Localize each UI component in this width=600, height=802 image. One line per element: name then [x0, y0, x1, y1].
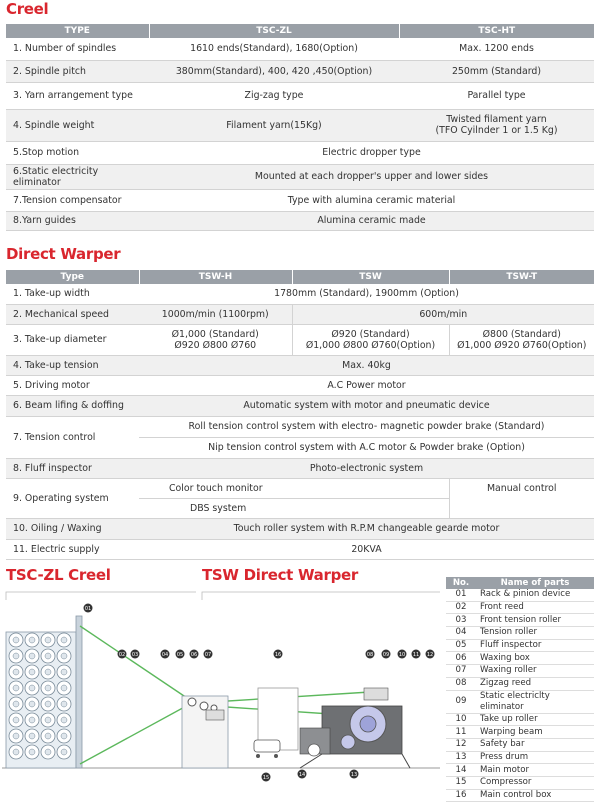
- parts-table: [446, 577, 594, 802]
- part-no: 04: [446, 627, 476, 640]
- part-name: Main motor: [476, 764, 594, 777]
- callout-label: 09: [382, 651, 390, 658]
- callout-label: 15: [262, 774, 270, 781]
- cell: Automatic system with motor and pneumatic device: [139, 395, 594, 416]
- callout-16: [274, 650, 283, 659]
- row-label: 1. Number of spindles: [6, 38, 149, 60]
- part-name: Front reed: [476, 601, 594, 614]
- parts-header-name: Name of parts: [476, 577, 594, 589]
- callout-label: 06: [190, 651, 198, 658]
- table-row: [6, 416, 594, 437]
- part-no: 13: [446, 751, 476, 764]
- callout-04: [161, 650, 170, 659]
- part-no: 05: [446, 639, 476, 652]
- parts-header-no: No.: [446, 577, 476, 589]
- part-name: Fluff inspector: [476, 639, 594, 652]
- row-label: 6.Static electricity eliminator: [6, 164, 149, 189]
- part-name: Waxing box: [476, 652, 594, 665]
- col-header-tsc-ht: TSC-HT: [399, 24, 594, 38]
- cell: 1000m/min (1100rpm): [139, 304, 292, 324]
- table-row: [6, 355, 594, 375]
- warper-machine: [300, 688, 410, 768]
- callout-label: 08: [366, 651, 374, 658]
- cell-line: Ø920 (Standard): [331, 328, 410, 340]
- warper-title: Direct Warper: [6, 245, 121, 263]
- cell: Manual control: [449, 478, 594, 518]
- callout-09: [382, 650, 391, 659]
- table-row: [6, 164, 594, 189]
- parts-row: [446, 652, 594, 665]
- row-label: 5. Driving motor: [6, 375, 139, 395]
- cell: Touch roller system with R.P.M changeable gearde motor: [139, 518, 594, 539]
- cell-line: Ø1,000 Ø920 Ø760(Option): [457, 339, 587, 351]
- part-name: Waxing roller: [476, 665, 594, 678]
- table-row: [6, 82, 594, 109]
- cell: Mounted at each dropper's upper and lower sides: [149, 164, 594, 189]
- part-name: Tension roller: [476, 627, 594, 640]
- row-label: 4. Take-up tension: [6, 355, 139, 375]
- cell: 600m/min: [292, 304, 594, 324]
- row-label: 7.Tension compensator: [6, 189, 149, 211]
- cell: Roll tension control system with electro- magnetic powder brake (Standard): [139, 416, 594, 437]
- table-row: [6, 395, 594, 416]
- part-no: 08: [446, 677, 476, 690]
- cell: Parallel type: [399, 82, 594, 109]
- callout-label: 10: [398, 651, 406, 658]
- cell: Zig-zag type: [149, 82, 399, 109]
- callout-07: [204, 650, 213, 659]
- diagram-title-creel: TSC-ZL Creel: [6, 566, 111, 584]
- parts-row: [446, 751, 594, 764]
- row-label: 1. Take-up width: [6, 284, 139, 304]
- cell: 1610 ends(Standard), 1680(Option): [149, 38, 399, 60]
- cell: A.C Power motor: [139, 375, 594, 395]
- creel-title: Creel: [6, 0, 49, 18]
- part-no: 10: [446, 713, 476, 726]
- cell: Type with alumina ceramic material: [149, 189, 594, 211]
- col-header-tsw-t: TSW-T: [449, 270, 594, 284]
- row-label: 2. Mechanical speed: [6, 304, 139, 324]
- cell: Max. 1200 ends: [399, 38, 594, 60]
- cell: Alumina ceramic made: [149, 211, 594, 230]
- cell: [292, 324, 449, 355]
- row-label: 4. Spindle weight: [6, 109, 149, 141]
- part-name: Front tension roller: [476, 614, 594, 627]
- table-row: [6, 458, 594, 478]
- cell: Photo-electronic system: [139, 458, 594, 478]
- parts-row: [446, 601, 594, 614]
- parts-row: [446, 589, 594, 601]
- cell: Max. 40kg: [139, 355, 594, 375]
- cell-line: Ø800 (Standard): [482, 328, 561, 340]
- row-label: 11. Electric supply: [6, 539, 139, 559]
- callout-label: 03: [131, 651, 139, 658]
- cell-line: Twisted filament yarn: [446, 114, 547, 125]
- table-row: [6, 189, 594, 211]
- parts-row: [446, 738, 594, 751]
- row-label: 3. Take-up diameter: [6, 324, 139, 355]
- part-no: 02: [446, 601, 476, 614]
- callout-06: [190, 650, 199, 659]
- part-no: 14: [446, 764, 476, 777]
- parts-row: [446, 764, 594, 777]
- row-label: 2. Spindle pitch: [6, 60, 149, 82]
- cell: DBS system: [139, 498, 449, 518]
- col-header-type: Type: [6, 270, 139, 284]
- callout-10: [398, 650, 407, 659]
- callout-13: [350, 770, 359, 779]
- cell: 20KVA: [139, 539, 594, 559]
- part-no: 09: [446, 690, 476, 713]
- part-name: Press drum: [476, 751, 594, 764]
- row-label: 6. Beam lifing & doffing: [6, 395, 139, 416]
- row-label: 10. Oiling / Waxing: [6, 518, 139, 539]
- cell-line: Ø920 Ø800 Ø760: [174, 339, 257, 351]
- callout-label: 16: [274, 651, 282, 658]
- callout-08: [366, 650, 375, 659]
- callout-11: [412, 650, 421, 659]
- part-name: Safety bar: [476, 738, 594, 751]
- parts-row: [446, 677, 594, 690]
- creel-rack: [6, 616, 82, 768]
- parts-row: [446, 726, 594, 739]
- cell-line: Ø1,000 Ø800 Ø760(Option): [305, 339, 436, 351]
- part-no: 12: [446, 738, 476, 751]
- part-name: Rack & pinion device: [476, 589, 594, 601]
- callout-label: 14: [298, 771, 306, 778]
- callout-label: 01: [84, 605, 92, 612]
- col-header-tsw: TSW: [292, 270, 449, 284]
- table-row: [6, 539, 594, 559]
- warper-spec-table: [6, 270, 594, 560]
- parts-row: [446, 776, 594, 789]
- cell: Filament yarn(15Kg): [149, 109, 399, 141]
- row-label: 3. Yarn arrangement type: [6, 82, 149, 109]
- part-no: 01: [446, 589, 476, 601]
- table-row: [6, 109, 594, 141]
- part-name: Main control box: [476, 789, 594, 802]
- row-label: 9. Operating system: [6, 478, 139, 518]
- row-label: 8. Fluff inspector: [6, 458, 139, 478]
- col-header-tsw-h: TSW-H: [139, 270, 292, 284]
- cell: Electric dropper type: [149, 141, 594, 164]
- table-row: [6, 38, 594, 60]
- parts-row: [446, 665, 594, 678]
- callout-label: 02: [118, 651, 126, 658]
- cell-line: (TFO Cyilnder 1 or 1.5 Kg): [435, 125, 558, 136]
- creel-spec-table: [6, 24, 594, 231]
- row-label: 7. Tension control: [6, 416, 139, 458]
- col-header-type: TYPE: [6, 24, 149, 38]
- parts-row: [446, 690, 594, 713]
- table-row: [6, 304, 594, 324]
- machine-diagram: [0, 588, 446, 789]
- callout-label: 07: [204, 651, 212, 658]
- callout-15: [262, 773, 271, 782]
- cell: 250mm (Standard): [399, 60, 594, 82]
- part-no: 06: [446, 652, 476, 665]
- parts-row: [446, 627, 594, 640]
- table-row: [6, 284, 594, 304]
- row-label: 8.Yarn guides: [6, 211, 149, 230]
- part-no: 07: [446, 665, 476, 678]
- row-label: 5.Stop motion: [6, 141, 149, 164]
- callout-12: [426, 650, 435, 659]
- cell: [449, 324, 594, 355]
- callout-03: [131, 650, 140, 659]
- callout-label: 05: [176, 651, 184, 658]
- parts-row: [446, 614, 594, 627]
- part-no: 03: [446, 614, 476, 627]
- table-row: [6, 60, 594, 82]
- diagram-title-warper: TSW Direct Warper: [202, 566, 358, 584]
- callout-05: [176, 650, 185, 659]
- cell: Nip tension control system with A.C motor & Powder brake (Option): [139, 437, 594, 458]
- part-name: Warping beam: [476, 726, 594, 739]
- callout-01: [84, 604, 93, 613]
- table-row: [6, 478, 594, 498]
- table-row: [6, 375, 594, 395]
- callout-02: [118, 650, 127, 659]
- table-row: [6, 141, 594, 164]
- part-name: Zigzag reed: [476, 677, 594, 690]
- cell: 380mm(Standard), 400, 420 ,450(Option): [149, 60, 399, 82]
- part-name: Compressor: [476, 776, 594, 789]
- part-name: Take up roller: [476, 713, 594, 726]
- part-no: 15: [446, 776, 476, 789]
- table-row: [6, 518, 594, 539]
- callout-label: 12: [426, 651, 434, 658]
- cell: Color touch monitor: [139, 478, 449, 498]
- callout-14: [298, 770, 307, 779]
- parts-row: [446, 639, 594, 652]
- cell: 1780mm (Standard), 1900mm (Option): [139, 284, 594, 304]
- cell: [139, 324, 292, 355]
- table-row: [6, 211, 594, 230]
- part-no: 11: [446, 726, 476, 739]
- cell-line: Ø1,000 (Standard): [171, 328, 259, 340]
- callout-label: 04: [161, 651, 169, 658]
- callout-label: 11: [412, 651, 420, 658]
- part-no: 16: [446, 789, 476, 802]
- part-name: Static electriclty eliminator: [476, 690, 594, 713]
- col-header-tsc-zl: TSC-ZL: [149, 24, 399, 38]
- parts-row: [446, 789, 594, 802]
- callout-label: 13: [350, 771, 358, 778]
- cell: [399, 109, 594, 141]
- table-row: [6, 324, 594, 355]
- parts-row: [446, 713, 594, 726]
